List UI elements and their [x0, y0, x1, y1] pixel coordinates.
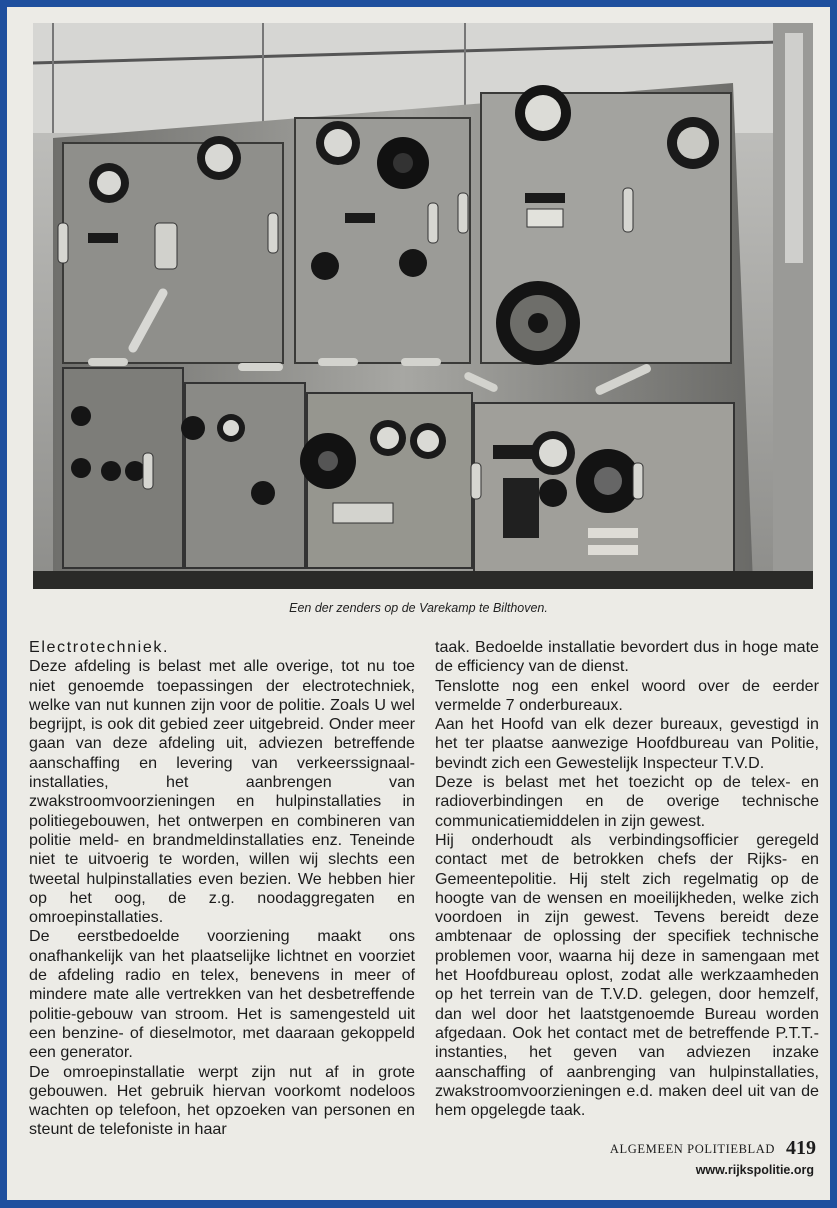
- transmitter-photo: [33, 23, 813, 589]
- paragraph: Aan het Hoofd van elk dezer bureaux, gevestigd in het ter plaatse aanwezige Hoofdbureau van Politie, bevindt zich een Gewestelijk Inspecteur T.V.D.: [435, 715, 819, 772]
- paragraph: taak. Bedoelde installatie bevordert dus in hoge mate de efficiency van de dienst.: [435, 638, 819, 676]
- section-heading: Electrotechniek.: [29, 638, 170, 656]
- left-column: [29, 638, 415, 1140]
- paragraph: Hij onderhoudt als verbindingsofficier geregeld contact met de betrokken chefs der Rijks- en Gemeentepolitie. Hij stelt zich regelmatig op de hoogte van de wensen en moeilijkheden, welke zich voordoen in zijn gewest. Tevens bereidt deze ambtenaar de oplossing der specifiek technische problemen voor, waarna hij deze in samengaan met het Hoofdbureau oplost, zodat alle werkzaamheden op het terrein van de T.V.D. gelegen, door hemzelf, dan wel door het laatstgenoemde Bureau worden afgedaan. Ook het contact met de betreffende P.T.T.-instanties, het geven van adviezen inzake aanschaffing of aanbrenging van hulpinstallaties, zwakstroomvoorzieningen e.d. maken deel uit van de hem opgelegde taak.: [435, 830, 819, 1120]
- photo-caption: Een der zenders op de Varekamp te Bilthoven.: [289, 601, 548, 615]
- magazine-page: [7, 7, 830, 1200]
- paragraph: De eerstbedoelde voorziening maakt ons onafhankelijk van het plaatselijke lichtnet en voorziet de afdeling radio en telex, benevens in meer of mindere mate alle vertrekken van het desbetreffende politie-gebouw van stroom. Het is samengesteld uit een benzine- of dieselmotor, met daaraan gekoppeld een generator.: [29, 927, 415, 1062]
- paragraph: Deze is belast met het toezicht op de telex- en radioverbindingen en de overige technische communicatiemiddelen in zijn gewest.: [435, 773, 819, 830]
- right-column: [435, 638, 819, 1120]
- publication-name: ALGEMEEN POLITIEBLAD: [609, 1142, 775, 1156]
- page-number: 419: [786, 1137, 816, 1159]
- website-link[interactable]: www.rijkspolitie.org: [695, 1163, 814, 1177]
- paragraph: De omroepinstallatie werpt zijn nut af in grote gebouwen. Het gebruik hiervan voorkomt nodeloos wachten op telefoon, het opzoeken van personen en steunt de telefoniste in haar: [29, 1062, 415, 1139]
- paragraph: Tenslotte nog een enkel woord over de eerder vermelde 7 onderbureaux.: [435, 676, 819, 714]
- paragraph: Deze afdeling is belast met alle overige, tot nu toe niet genoemde toepassingen der electrotechniek, welke van nut kunnen zijn voor de politie. Zoals U wel begrijpt, is ook dit gebied zeer uitgebreid. Onder meer gaan van deze afdeling uit, adviezen betreffende aanschaffing en levering van verkeerssignaal-installaties, het aanbrengen van zwakstroomvoorzieningen en hulpinstallaties in politiegebouwen, het ontwerpen en combineren van politie meld- en brandmeldinstallaties enz. Teneinde niet te uitvoerig te worden, willen wij slechts een tweetal hulpinstallaties even bezien. We hebben hier op het oog, de z.g. noodaggregaten en omroepinstallaties.: [29, 657, 415, 927]
